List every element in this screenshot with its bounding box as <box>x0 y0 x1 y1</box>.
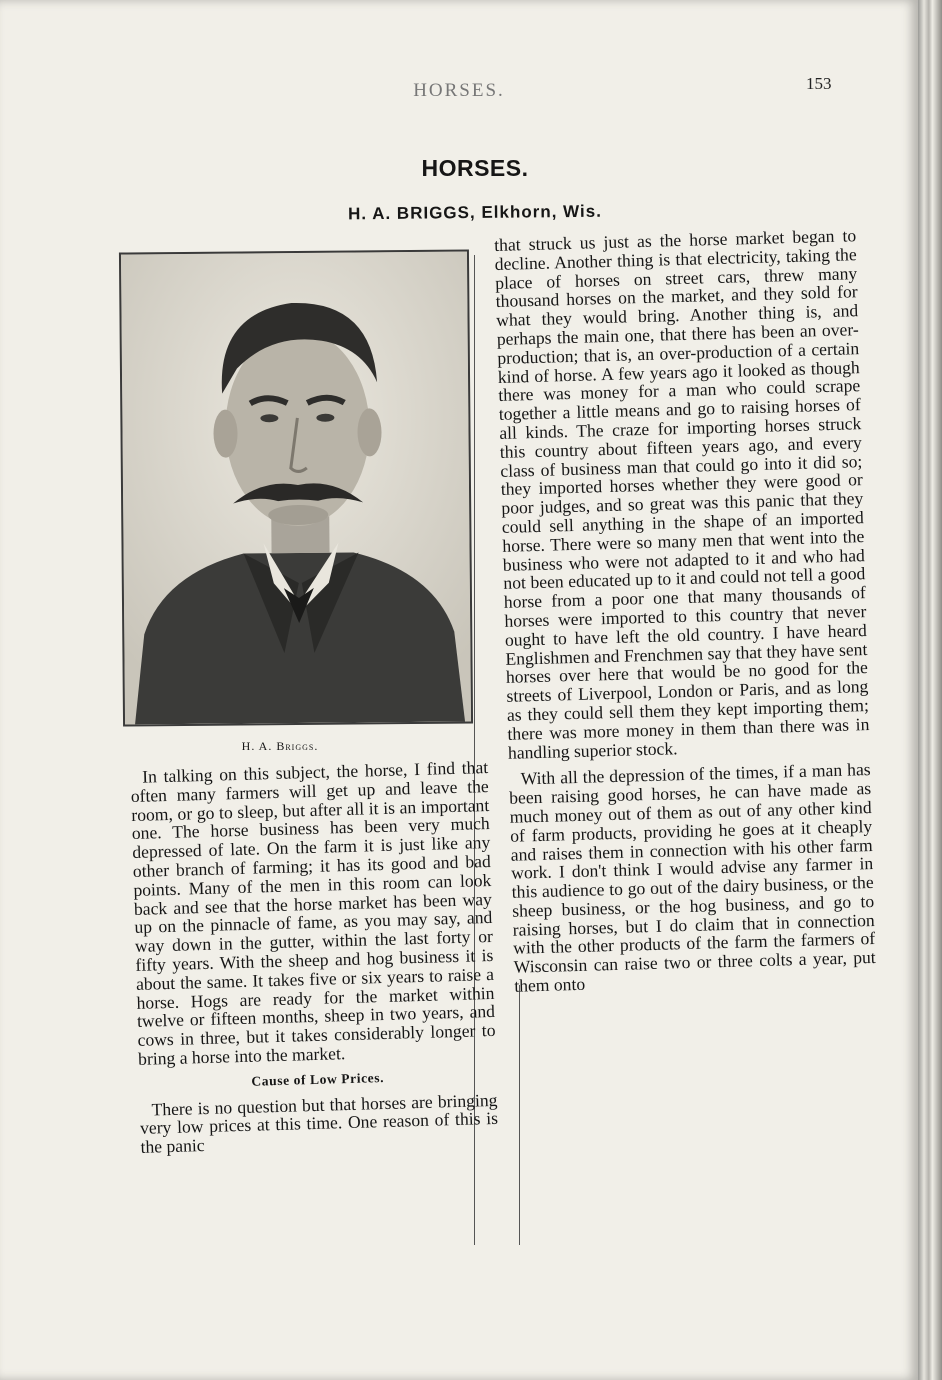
page-number: 153 <box>806 74 832 93</box>
author-line: H. A. BRIGGS, Elkhorn, Wis. <box>347 201 603 224</box>
portrait-photo <box>119 249 473 726</box>
right-column <box>494 226 876 995</box>
column-rule-lower <box>519 985 520 1245</box>
running-head: HORSES. <box>413 80 505 101</box>
article-title: HORSES. <box>421 155 529 181</box>
left-paragraph-1: In talking on this subject, the horse, I find that often many farmers will get up and leave the room, or go to sleep, but after all it is an important one. The horse business has been very much depressed of late. On the farm it is just like any other branch of farming; it has its good and bad points. Many of the men in this room can look back and see that the horse market has been way up on the pinnacle of fame, as you may say, and way down in the gutter, within the last forty or fifty years. With the sheep and hog business it is about the same. It takes five or six years to raise a horse. Hogs are ready for the market within twelve or fifteen months, sheep in two years, and cows in three, but it takes considerably longer to bring a horse into the market. <box>130 757 496 1069</box>
page-edge <box>918 0 942 1380</box>
right-paragraph-2: With all the depression of the times, if a man has been raising good horses, he can have made as much money out of them as out of any other kind of farm products, providing he goes at it cheaply and raises them in connection with his other farm work. I don't think I would advise any farmer in this audience to go out of the dairy business, or the sheep business, or the hog business, and go to raising horses, but I do claim that in connection with the other products of the farm the farmers of Wisconsin can raise two or three colts a year, put them onto <box>508 759 876 996</box>
right-paragraph-1: that struck us just as the horse market began to decline. Another thing is that electricity, taking the place of horses on street cars, threw many thousand horses on the market, and they sold for what they would bring. Another thing is, and perhaps the main one, that there has been an over-production; that is, an over-production of a certain kind of horse. A few years ago it looked as though there was money for a man who could scrape together a little means and go to raising horses of all kinds. The craze for importing horses struck this country about fifteen years ago, and every class of business man that could go into it did so; they imported horses whether they were good or poor judges, and so great was this panic that they could sell anything in the shape of an imported horse. There were so many men that went into the business who were not adapted to it and who had not been educated up to it and could not tell a good horse from a poor one that many thousands of horses were imported to this country that never ought to have left the old country. I have heard Englishmen and Frenchmen say that they have sent horses over here that would be no good for the streets of Liverpool, London or Paris, and as long as they could sell them they kept importing them; there was more money in them than there was in handling superior stock. <box>493 225 870 763</box>
subheading: Cause of Low Prices. <box>251 1069 385 1089</box>
left-paragraph-2: There is no question but that horses are bringing very low prices at this time. One reason of this is the panic <box>139 1089 499 1157</box>
left-column <box>130 758 499 1157</box>
portrait-caption: H. A. Briggs. <box>241 739 319 753</box>
portrait-illustration <box>121 251 471 724</box>
